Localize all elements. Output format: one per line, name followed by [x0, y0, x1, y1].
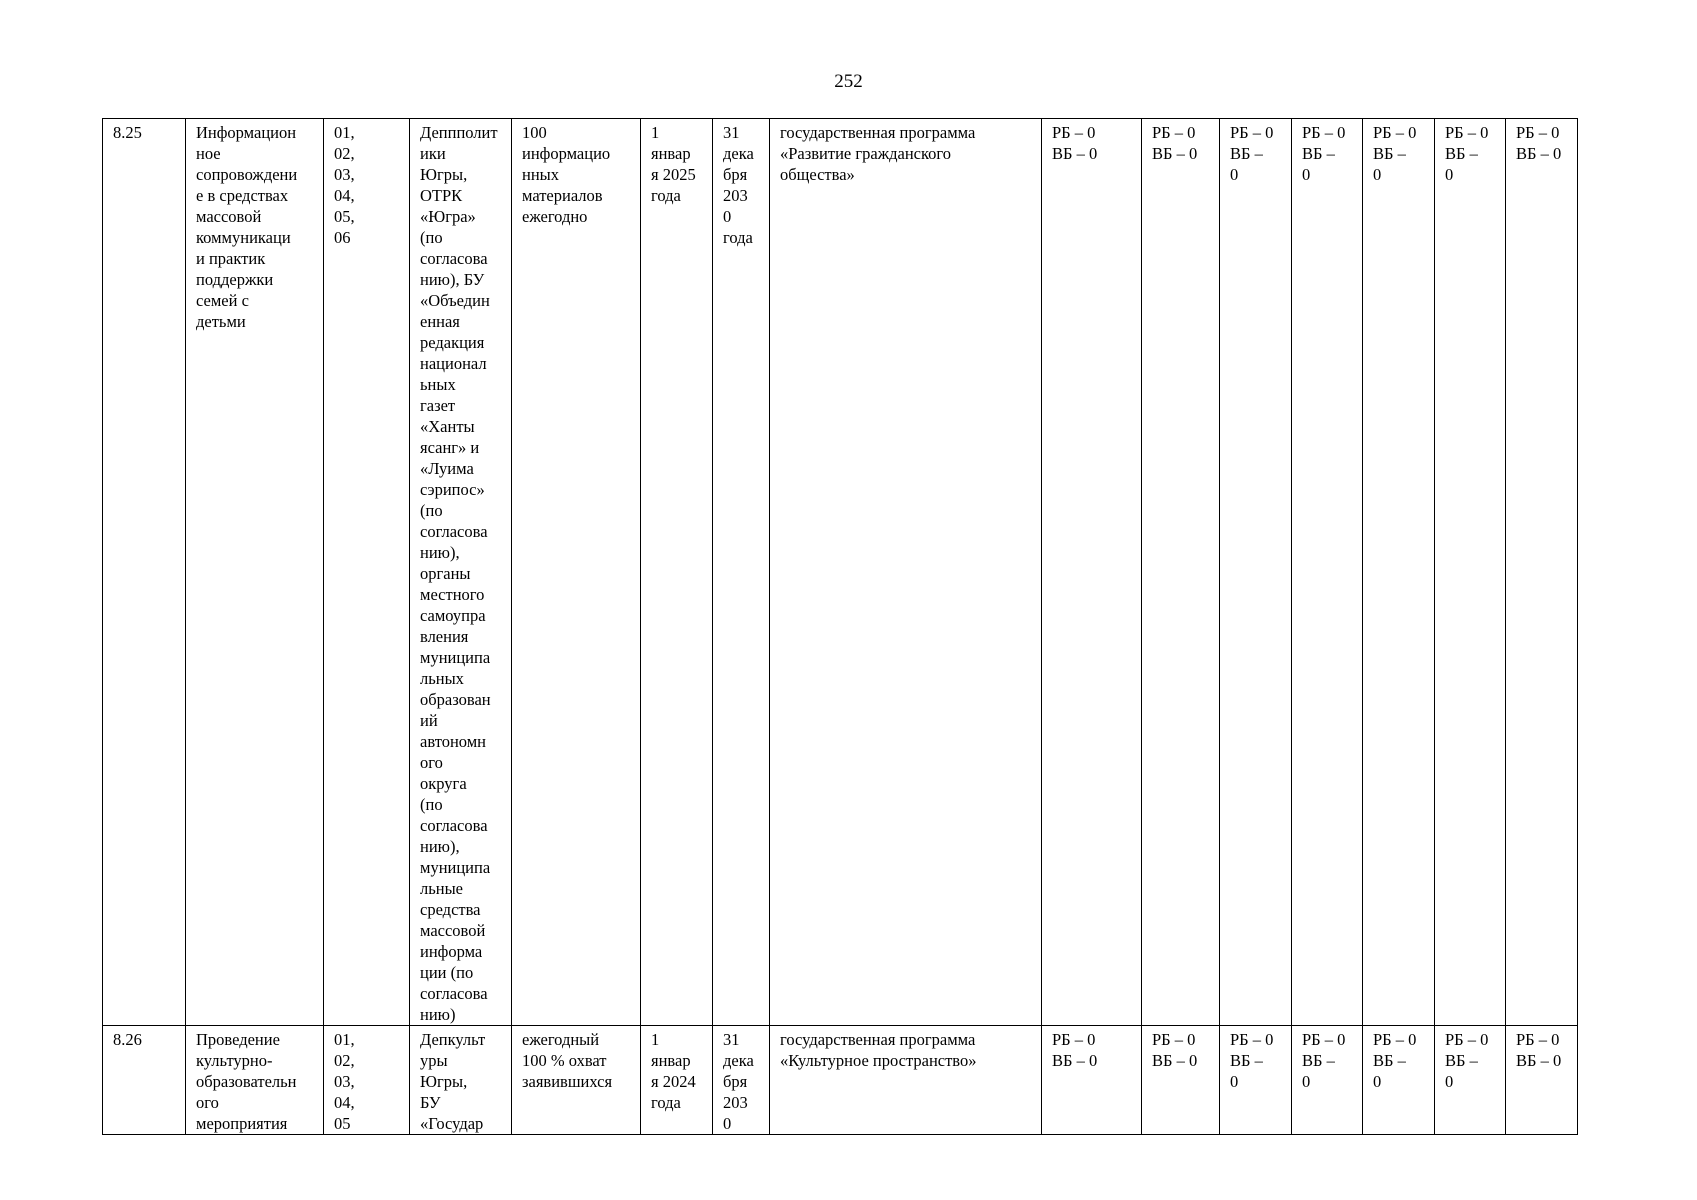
cell-text-line: льные	[420, 879, 463, 898]
cell-text-line: РБ – 0	[1230, 1030, 1274, 1049]
cell-funding-4	[1292, 1026, 1363, 1135]
cell-text-line: детьми	[196, 312, 246, 331]
cell-text-line: 0	[1373, 165, 1382, 184]
cell-text-line: нию)	[420, 1005, 456, 1024]
cell-text-line: РБ – 0	[1373, 1030, 1417, 1049]
cell-name	[186, 1026, 324, 1135]
cell-text-line: согласова	[420, 522, 488, 541]
cell-text-line: 01,	[334, 123, 355, 142]
cell-funding-5	[1363, 1026, 1435, 1135]
cell-text-line: 203	[723, 186, 748, 205]
cell-text-line: ики	[420, 144, 446, 163]
cell-text-line: ВБ – 0	[1152, 144, 1198, 163]
cell-text-line: енная	[420, 312, 460, 331]
cell-funding-2	[1142, 119, 1220, 1026]
cell-text-line: 1	[651, 123, 660, 142]
cell-text-line: информацио	[522, 144, 611, 163]
cell-text-line: национал	[420, 354, 487, 373]
cell-text-line: 02,	[334, 1051, 355, 1070]
cell-text-line: 02,	[334, 144, 355, 163]
page-number: 252	[834, 71, 863, 92]
cell-text-line: бря	[723, 1072, 748, 1091]
cell-text-line: дека	[723, 1051, 754, 1070]
cell-funding-5	[1363, 119, 1435, 1026]
cell-text-line: массовой	[420, 921, 486, 940]
cell-text-line: (по	[420, 228, 443, 247]
cell-text-line: ВБ –	[1373, 144, 1406, 163]
cell-text-line: сэрипос»	[420, 480, 485, 499]
cell-text-line: ежегодно	[522, 207, 588, 226]
cell-text-line: ий	[420, 711, 438, 730]
cell-text-line: муниципа	[420, 648, 491, 667]
measures-table	[102, 118, 1578, 1135]
cell-text-line: ВБ –	[1445, 1051, 1478, 1070]
cell-text-line: РБ – 0	[1373, 123, 1417, 142]
cell-text-line: 05	[334, 1114, 351, 1133]
cell-text-line: вления	[420, 627, 469, 646]
cell-text-line: поддержки	[196, 270, 274, 289]
cell-program	[770, 119, 1042, 1026]
cell-text-line: ежегодный	[522, 1030, 600, 1049]
cell-text-line: ясанг» и	[420, 438, 480, 457]
cell-number: 8.26	[103, 1026, 186, 1135]
cell-text-line: «Югра»	[420, 207, 476, 226]
table-body	[103, 119, 1578, 1135]
cell-text-line: «Государ	[420, 1114, 484, 1133]
cell-text-line: (по	[420, 795, 443, 814]
cell-text-line: 31	[723, 123, 740, 142]
cell-text-line: 100	[522, 123, 547, 142]
cell-text-line: ого	[196, 1093, 219, 1112]
cell-text-line: ВБ – 0	[1052, 1051, 1098, 1070]
cell-text-line: РБ – 0	[1052, 1030, 1096, 1049]
cell-text-line: РБ – 0	[1152, 1030, 1196, 1049]
cell-text-line: я 2024	[651, 1072, 696, 1091]
cell-text-line: (по	[420, 501, 443, 520]
cell-text-line: «Развитие гражданского	[780, 144, 952, 163]
cell-text-line: 203	[723, 1093, 748, 1112]
cell-text-line: муниципа	[420, 858, 491, 877]
cell-number: 8.25	[103, 119, 186, 1026]
cell-text-line: 04,	[334, 186, 355, 205]
cell-text-line: 01,	[334, 1030, 355, 1049]
cell-text-line: государственная программа	[780, 1030, 976, 1049]
cell-funding-3	[1220, 119, 1292, 1026]
cell-text-line: РБ – 0	[1445, 123, 1489, 142]
cell-text-line: и практик	[196, 249, 266, 268]
cell-text-line: 0	[1302, 1072, 1311, 1091]
cell-text-line: 0	[1230, 165, 1239, 184]
cell-name	[186, 119, 324, 1026]
cell-text-line: «Луима	[420, 459, 474, 478]
cell-text-line: ВБ – 0	[1516, 1051, 1562, 1070]
cell-text-line: январ	[651, 144, 691, 163]
cell-text-line: округа	[420, 774, 467, 793]
cell-text-line: уры	[420, 1051, 448, 1070]
cell-text-line: ВБ –	[1445, 144, 1478, 163]
cell-text-line: информа	[420, 942, 483, 961]
cell-text-line: нию),	[420, 543, 460, 562]
cell-text-line: 03,	[334, 165, 355, 184]
cell-text-line: январ	[651, 1051, 691, 1070]
cell-executors	[410, 1026, 512, 1135]
cell-text-line: «Объедин	[420, 291, 490, 310]
cell-program	[770, 1026, 1042, 1135]
cell-text-line: 0	[723, 207, 732, 226]
cell-funding-7	[1506, 119, 1578, 1026]
cell-text-line: Югры,	[420, 1072, 468, 1091]
cell-text-line: культурно-	[196, 1051, 273, 1070]
cell-result	[512, 1026, 641, 1135]
cell-text-line: согласова	[420, 249, 488, 268]
cell-text-line: ВБ –	[1230, 1051, 1263, 1070]
cell-text-line: Депкульт	[420, 1030, 486, 1049]
cell-text-line: ьных	[420, 375, 456, 394]
cell-end-date	[713, 119, 770, 1026]
cell-text-line: 04,	[334, 1093, 355, 1112]
cell-text-line: коммуникаци	[196, 228, 291, 247]
cell-text-line: 0	[1445, 1072, 1454, 1091]
cell-text-line: ное	[196, 144, 221, 163]
cell-funding-1	[1042, 119, 1142, 1026]
cell-start-date	[641, 119, 713, 1026]
cell-text-line: ВБ –	[1302, 1051, 1335, 1070]
cell-text-line: Информацион	[196, 123, 297, 142]
cell-text-line: е в средствах	[196, 186, 289, 205]
cell-text-line: государственная программа	[780, 123, 976, 142]
cell-text-line: органы	[420, 564, 471, 583]
cell-text-line: бря	[723, 165, 748, 184]
cell-funding-6	[1435, 1026, 1506, 1135]
cell-text-line: ВБ –	[1230, 144, 1263, 163]
cell-text-line: БУ	[420, 1093, 441, 1112]
cell-text-line: общества»	[780, 165, 855, 184]
cell-executors	[410, 119, 512, 1026]
table-row	[103, 119, 1578, 1026]
cell-text-line: я 2025	[651, 165, 696, 184]
cell-codes	[324, 1026, 410, 1135]
cell-text-line: дека	[723, 144, 754, 163]
cell-text-line: 06	[334, 228, 351, 247]
cell-funding-4	[1292, 119, 1363, 1026]
cell-text-line: ВБ – 0	[1152, 1051, 1198, 1070]
cell-text-line: 0	[1373, 1072, 1382, 1091]
cell-text-line: 0	[1302, 165, 1311, 184]
cell-text-line: «Культурное пространство»	[780, 1051, 977, 1070]
cell-funding-1	[1042, 1026, 1142, 1135]
cell-text-line: семей с	[196, 291, 249, 310]
cell-text-line: 100 % охват	[522, 1051, 607, 1070]
cell-text-line: нию), БУ	[420, 270, 485, 289]
cell-text-line: согласова	[420, 984, 488, 1003]
cell-text-line: местного	[420, 585, 485, 604]
cell-text-line: 31	[723, 1030, 740, 1049]
cell-text-line: РБ – 0	[1302, 1030, 1346, 1049]
cell-text-line: РБ – 0	[1445, 1030, 1489, 1049]
cell-text-line: льных	[420, 669, 464, 688]
table-row	[103, 1026, 1578, 1135]
cell-text-line: РБ – 0	[1152, 123, 1196, 142]
cell-text-line: РБ – 0	[1052, 123, 1096, 142]
cell-text-line: РБ – 0	[1302, 123, 1346, 142]
cell-text-line: 0	[1230, 1072, 1239, 1091]
cell-text-line: Югры,	[420, 165, 468, 184]
cell-codes	[324, 119, 410, 1026]
cell-funding-3	[1220, 1026, 1292, 1135]
cell-text-line: сопровождени	[196, 165, 298, 184]
cell-text-line: ции (по	[420, 963, 474, 982]
cell-text-line: нию),	[420, 837, 460, 856]
cell-funding-2	[1142, 1026, 1220, 1135]
cell-text-line: ОТРК	[420, 186, 463, 205]
cell-text-line: массовой	[196, 207, 262, 226]
cell-text-line: нных	[522, 165, 559, 184]
cell-text-line: 03,	[334, 1072, 355, 1091]
cell-text-line: материалов	[522, 186, 603, 205]
cell-text-line: ВБ –	[1302, 144, 1335, 163]
cell-text-line: года	[651, 1093, 681, 1112]
cell-text-line: ВБ – 0	[1516, 144, 1562, 163]
cell-text-line: «Ханты	[420, 417, 475, 436]
cell-text-line: редакция	[420, 333, 485, 352]
cell-funding-7	[1506, 1026, 1578, 1135]
cell-text-line: самоупра	[420, 606, 486, 625]
cell-text-line: РБ – 0	[1230, 123, 1274, 142]
cell-result	[512, 119, 641, 1026]
cell-text-line: мероприятия	[196, 1114, 288, 1133]
cell-text-line: образован	[420, 690, 491, 709]
cell-text-line: Деппполит	[420, 123, 498, 142]
cell-text-line: 0	[1445, 165, 1454, 184]
cell-text-line: 1	[651, 1030, 660, 1049]
cell-start-date	[641, 1026, 713, 1135]
cell-text-line: года	[651, 186, 681, 205]
cell-text-line: Проведение	[196, 1030, 280, 1049]
cell-text-line: ВБ –	[1373, 1051, 1406, 1070]
cell-text-line: автономн	[420, 732, 486, 751]
cell-end-date	[713, 1026, 770, 1135]
cell-text-line: 0	[723, 1114, 732, 1133]
cell-text-line: согласова	[420, 816, 488, 835]
cell-text-line: РБ – 0	[1516, 123, 1560, 142]
cell-text-line: образовательн	[196, 1072, 297, 1091]
cell-funding-6	[1435, 119, 1506, 1026]
cell-text-line: средства	[420, 900, 481, 919]
cell-text-line: РБ – 0	[1516, 1030, 1560, 1049]
cell-text-line: 05,	[334, 207, 355, 226]
cell-text-line: года	[723, 228, 753, 247]
cell-text-line: заявившихся	[522, 1072, 613, 1091]
cell-text-line: ВБ – 0	[1052, 144, 1098, 163]
cell-text-line: газет	[420, 396, 456, 415]
cell-text-line: ого	[420, 753, 443, 772]
